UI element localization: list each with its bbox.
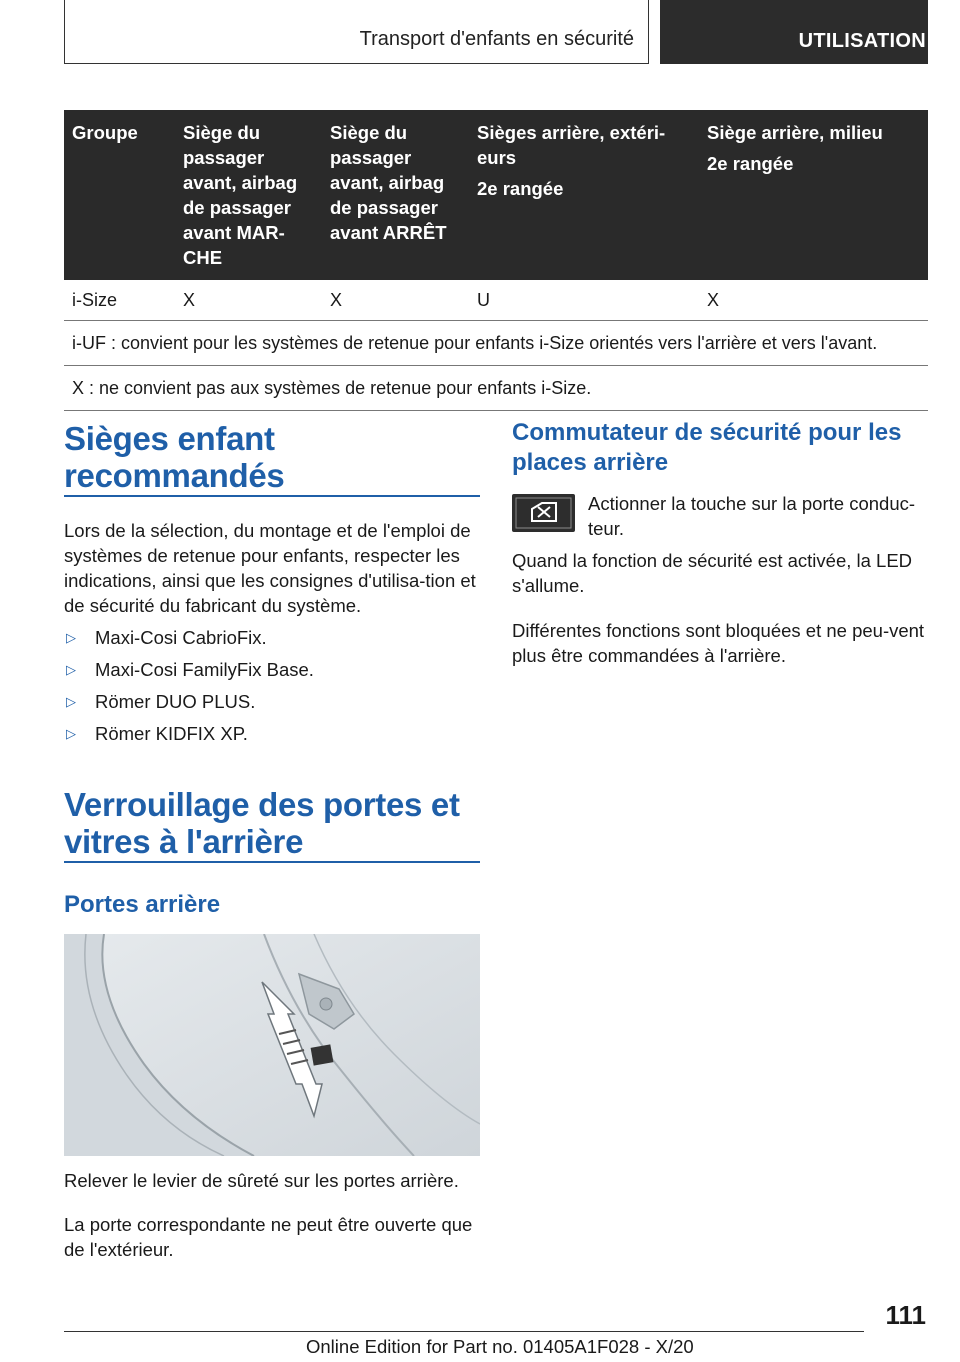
child-lock-switch-icon [512, 494, 575, 532]
table-row [64, 280, 928, 321]
triangle-bullet-icon: ▷ [66, 662, 76, 677]
switch-heading: Commutateur de sécurité pour les places arrière [512, 419, 902, 476]
list-item: ▷ Römer DUO PLUS. [64, 690, 314, 722]
list-item: ▷ Römer KIDFIX XP. [64, 722, 314, 754]
switch-led-note: Quand la fonction de sécurité est activée, la LED s'allume. [512, 550, 913, 596]
table-cell: i-Size [64, 280, 175, 321]
child-lock-door-photo [64, 934, 480, 1156]
header-section-box [64, 0, 649, 64]
table-note: X : ne convient pas aux systèmes de retenue pour enfants i-Size. [64, 366, 928, 411]
door-note: La porte correspondante ne peut être ouverte que de l'extérieur. [64, 1214, 473, 1260]
heading-rule [64, 861, 480, 863]
triangle-bullet-icon: ▷ [66, 726, 76, 741]
table-cell: X [175, 280, 322, 321]
seats-list [64, 626, 314, 754]
table-cell: X [322, 280, 469, 321]
header-chapter-box [660, 0, 928, 64]
locking-heading: Verrouillage des portes et vitres à l'arrière [64, 786, 460, 860]
switch-function-note: Différentes fonctions sont bloquées et ne peu-vent plus être commandées à l'arrière. [512, 620, 925, 666]
table-cell: X [699, 280, 928, 321]
heading-rule [64, 495, 480, 497]
rear-doors-subheading: Portes arrière [64, 891, 221, 918]
table-header-row [64, 110, 928, 280]
table-header-cell: Groupe [64, 110, 175, 280]
page-number: 111 [885, 1300, 926, 1330]
edition-note: Online Edition for Part no. 01405A1F028 - X/20 [306, 1336, 694, 1357]
table-header-cell: Siège du passager avant, airbag de passager avant ARRÊT [322, 110, 469, 280]
triangle-bullet-icon: ▷ [66, 630, 76, 645]
table-note-row [64, 366, 928, 411]
footer-rule [64, 1331, 864, 1332]
seats-heading: Sièges enfant recommandés [64, 420, 285, 494]
table-header-cell: Sièges arrière, extéri-eurs 2e rangée [469, 110, 699, 280]
table-note: i-UF : convient pour les systèmes de retenue pour enfants i-Size orientés vers l'arrière et vers l'avant. [64, 321, 928, 366]
seats-intro: Lors de la sélection, du montage et de l'emploi de systèmes de retenue pour enfants, respecter les indications, ainsi que les consignes d'utilisa-tion et de sécurité du fabricant du système. [64, 520, 476, 616]
group-table [64, 110, 928, 411]
list-item: ▷ Maxi-Cosi CabrioFix. [64, 626, 314, 658]
table-cell: U [469, 280, 699, 321]
switch-instruction: Actionner la touche sur la porte conduc-teur. [588, 493, 916, 539]
triangle-bullet-icon: ▷ [66, 694, 76, 709]
table-header-cell: Siège du passager avant, airbag de passager avant MAR-CHE [175, 110, 322, 280]
table-note-row [64, 321, 928, 366]
table-header-cell: Siège arrière, milieu 2e rangée [699, 110, 928, 280]
section-title: Transport d'enfants en sécurité [359, 28, 634, 50]
photo-caption: Relever le levier de sûreté sur les portes arrière. [64, 1170, 459, 1191]
list-item: ▷ Maxi-Cosi FamilyFix Base. [64, 658, 314, 690]
chapter-title: UTILISATION [798, 30, 926, 52]
